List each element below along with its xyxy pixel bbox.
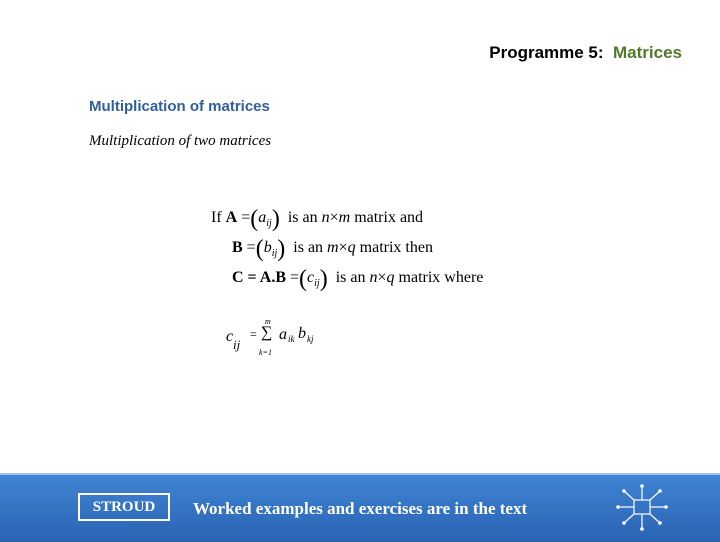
is-an-text: is an — [293, 239, 324, 256]
summation-formula — [222, 318, 332, 360]
right-paren: ) — [277, 236, 286, 262]
programme-header — [489, 43, 682, 63]
term-a-index: ik — [288, 334, 295, 344]
sum-upper-limit: m — [265, 317, 271, 326]
footer-note: Worked examples and exercises are in the text — [193, 499, 528, 518]
rows-symbol: n — [369, 269, 378, 286]
left-paren: ( — [299, 266, 308, 292]
element-symbol: a — [258, 209, 267, 226]
definition-line-b — [232, 236, 433, 263]
right-paren: ) — [319, 266, 328, 292]
cols-symbol: q — [347, 239, 356, 256]
sigma-symbol: ∑ — [261, 324, 273, 341]
is-an-text: is an — [335, 269, 366, 286]
cols-symbol: q — [386, 269, 395, 286]
term-b-index: kj — [307, 334, 314, 344]
matrix-c-product: C = A.B — [232, 269, 287, 286]
element-index: ij — [271, 248, 278, 259]
element-symbol: b — [263, 239, 272, 256]
cols-symbol: m — [338, 209, 351, 226]
footer-bar — [0, 473, 720, 542]
left-paren: ( — [255, 236, 264, 262]
programme-topic: Matrices — [613, 43, 682, 62]
is-an-text: is an — [287, 209, 318, 226]
element-index: ij — [266, 218, 272, 229]
rows-symbol: n — [321, 209, 330, 226]
times-sign: × — [329, 209, 339, 226]
term-b-symbol: b — [298, 325, 306, 342]
definition-line-a — [211, 206, 423, 233]
equals-sign: = — [250, 327, 257, 341]
matrix-b-symbol: B — [232, 239, 243, 256]
subtitle: Multiplication of two matrices — [89, 133, 272, 149]
sum-lhs-symbol: c — [226, 328, 234, 345]
times-sign: × — [377, 269, 387, 286]
matrix-then-text: matrix then — [359, 239, 433, 256]
stroud-brand: STROUD — [78, 493, 170, 521]
section-title: Multiplication of matrices — [89, 98, 270, 115]
sum-lower-limit: k=1 — [259, 348, 272, 357]
rows-symbol: m — [327, 239, 339, 256]
equals-sign: = — [246, 239, 256, 256]
matrix-where-text: matrix where — [398, 269, 484, 286]
matrix-and-text: matrix and — [354, 209, 424, 226]
definition-line-c — [232, 266, 483, 293]
element-symbol: c — [307, 269, 315, 286]
if-word: If — [211, 209, 222, 226]
left-paren: ( — [250, 206, 259, 232]
times-sign: × — [338, 239, 348, 256]
equals-sign: = — [290, 269, 300, 286]
element-index: ij — [314, 278, 320, 289]
programme-label: Programme 5: — [489, 43, 604, 62]
sum-lhs-index: ij — [233, 337, 241, 352]
right-paren: ) — [271, 206, 280, 232]
network-node-icon — [612, 483, 672, 533]
term-a-symbol: a — [279, 326, 287, 343]
equals-sign: = — [241, 209, 251, 226]
matrix-a-symbol: A — [225, 209, 238, 226]
